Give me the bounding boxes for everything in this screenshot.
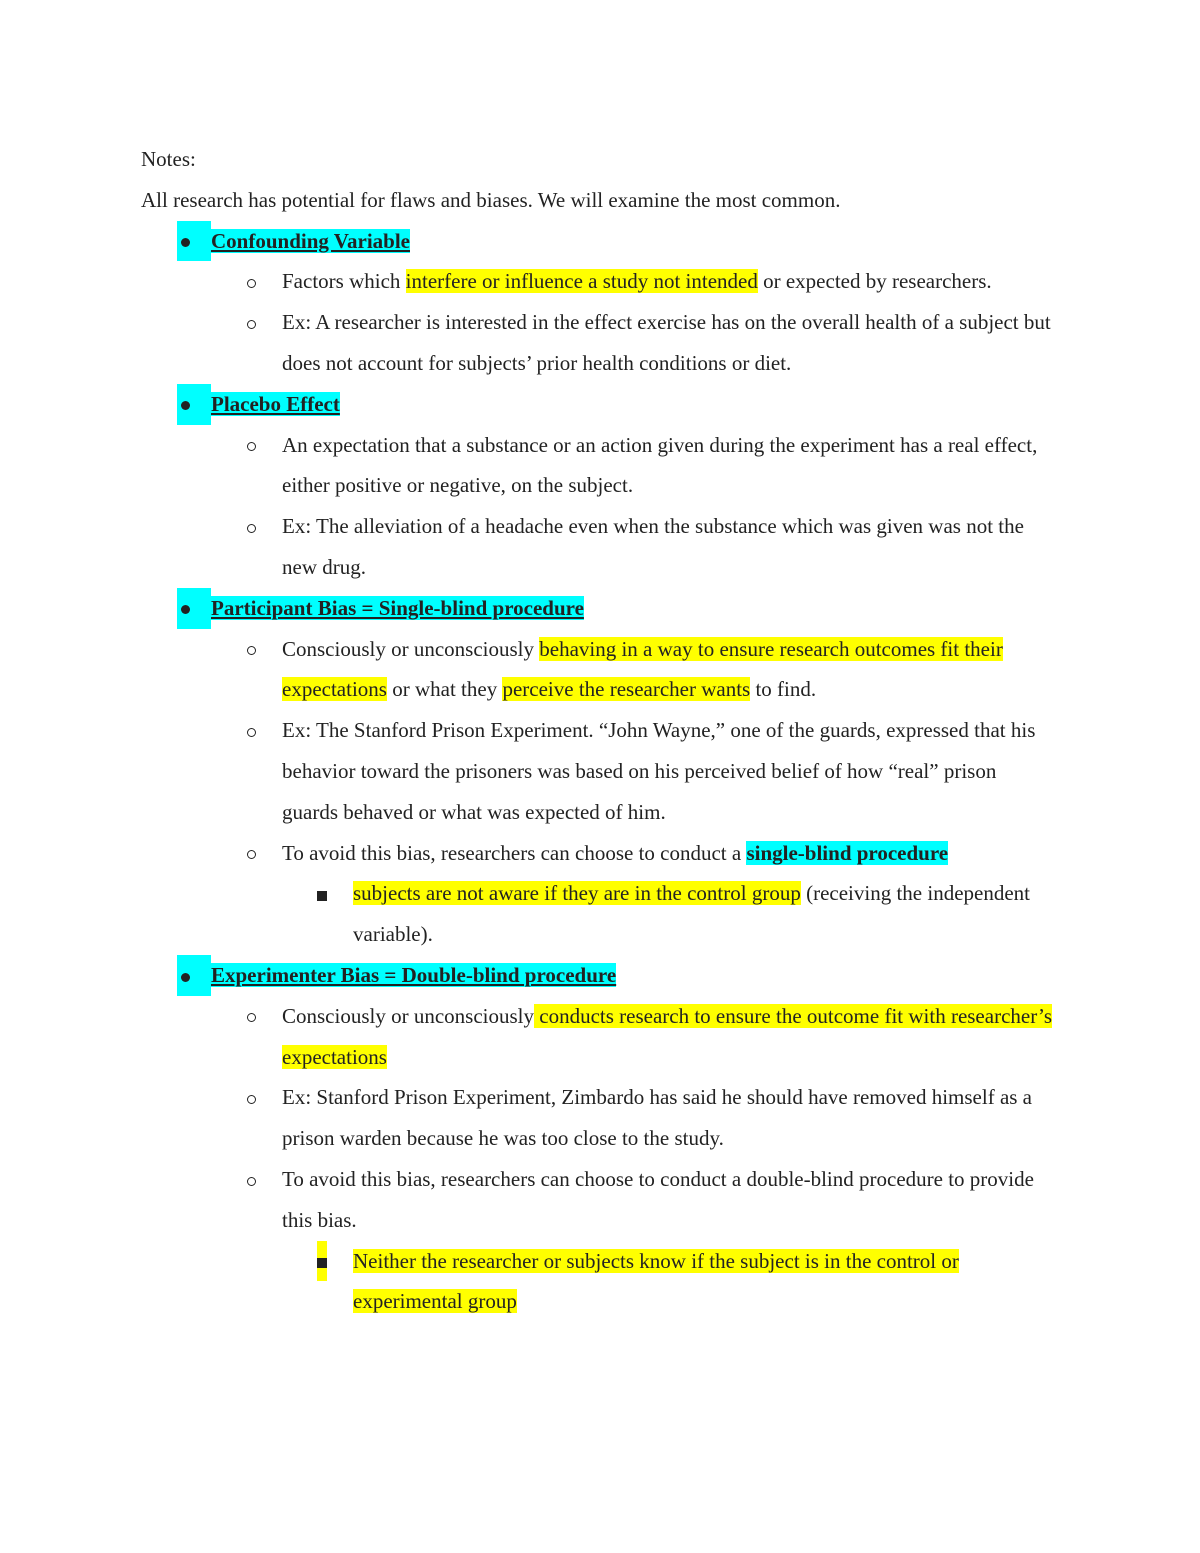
notes-label: Notes: [141, 147, 196, 171]
list-item: subjects are not aware if they are in the control group (receiving the independent variable). [141, 873, 1061, 955]
bullet-circle-icon [247, 996, 256, 1037]
section-title: Experimenter Bias = Double-blind procedure [211, 962, 617, 987]
highlight: subjects are not aware if they are in the control group [353, 881, 801, 906]
list-item: An expectation that a substance or an action given during the experiment has a real effect, either positive or negative, on the subject. [141, 425, 1061, 507]
document-page [141, 139, 1061, 1322]
highlight: conducts research to ensure the outcome fit with researcher’s expectations [282, 1003, 1052, 1069]
section-participant-bias [141, 588, 1061, 629]
section-confounding [141, 221, 1061, 262]
section-title: Participant Bias = Single-blind procedure [211, 595, 584, 620]
list-item: To avoid this bias, researchers can choose to conduct a single-blind procedure [141, 833, 1061, 874]
section-title: Confounding Variable [211, 228, 410, 253]
intro-text: All research has potential for flaws and biases. We will examine the most common. [141, 187, 841, 212]
bullet-disc-icon [177, 384, 211, 425]
highlight: behaving in a way to ensure research outcomes fit their expectations [282, 636, 1003, 702]
section-title: Placebo Effect [211, 391, 340, 416]
bullet-circle-icon [247, 710, 256, 751]
bullet-circle-icon [247, 833, 256, 874]
list-item: To avoid this bias, researchers can choose to conduct a double-blind procedure to provide this bias. [141, 1159, 1061, 1241]
list-item: Ex: A researcher is interested in the effect exercise has on the overall health of a subject but does not account for subjects’ prior health conditions or diet. [141, 302, 1061, 384]
bias-list [141, 221, 1061, 1323]
bullet-circle-icon [247, 425, 256, 466]
list-item: Factors which interfere or influence a study not intended or expected by researchers. [141, 261, 1061, 302]
bullet-disc-icon [177, 588, 211, 629]
section-experimenter-bias [141, 955, 1061, 996]
section-placebo [141, 384, 1061, 425]
highlight: interfere or influence a study not intended [405, 269, 758, 294]
list-item: Ex: Stanford Prison Experiment, Zimbardo has said he should have removed himself as a prison warden because he was too close to the study. [141, 1077, 1061, 1159]
bullet-circle-icon [247, 506, 256, 547]
list-item: Consciously or unconsciously conducts research to ensure the outcome fit with researcher’s expectations [141, 996, 1061, 1078]
bullet-circle-icon [247, 302, 256, 343]
highlight: perceive the researcher wants [502, 677, 751, 702]
list-item: Ex: The alleviation of a headache even when the substance which was given was not the new drug. [141, 506, 1061, 588]
bullet-disc-icon [177, 955, 211, 996]
highlight: Neither the researcher or subjects know if the subject is in the control or experimental group [353, 1248, 959, 1314]
bullet-circle-icon [247, 261, 256, 302]
highlight: single-blind procedure [746, 840, 949, 865]
bullet-square-icon [317, 873, 327, 914]
list-item [141, 1241, 1061, 1323]
bullet-disc-icon [177, 221, 211, 262]
list-item: Consciously or unconsciously behaving in a way to ensure research outcomes fit their expectations or what they perceive the researcher wants to find. [141, 629, 1061, 711]
bullet-circle-icon [247, 1159, 256, 1200]
bullet-square-icon [317, 1241, 327, 1282]
bullet-circle-icon [247, 629, 256, 670]
list-item: Ex: The Stanford Prison Experiment. “John Wayne,” one of the guards, expressed that his behavior toward the prisoners was based on his perceived belief of how “real” prison guards behaved or what was expected of him. [141, 710, 1061, 832]
bullet-circle-icon [247, 1077, 256, 1118]
